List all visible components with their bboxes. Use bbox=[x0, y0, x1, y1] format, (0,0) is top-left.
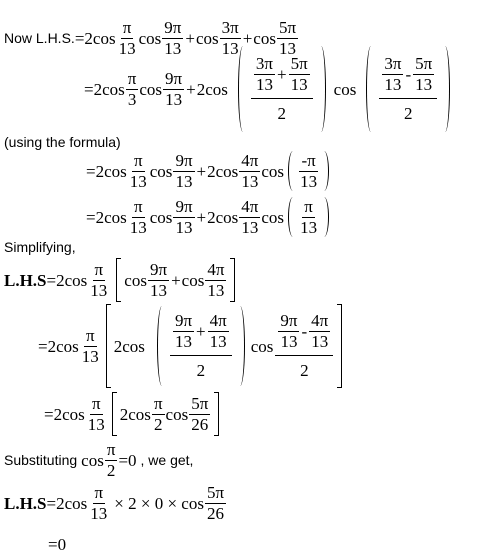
numerator: 9π bbox=[280, 311, 298, 331]
cos-term: 2cos bbox=[84, 28, 116, 48]
numerator: 9π bbox=[174, 311, 193, 331]
cos-term: 2cos bbox=[95, 207, 127, 227]
equals-sign: = bbox=[44, 404, 54, 424]
fraction bbox=[289, 55, 310, 94]
denominator: 13 bbox=[165, 89, 183, 109]
denominator: 2 bbox=[300, 360, 309, 380]
denominator: 2 bbox=[106, 460, 116, 480]
denominator: 13 bbox=[221, 38, 239, 58]
using-formula-text: (using the formula) bbox=[4, 134, 121, 150]
denominator: 13 bbox=[150, 280, 168, 300]
plus-sign: + bbox=[171, 270, 181, 290]
plus-sign: + bbox=[196, 207, 207, 227]
equals-sign: = bbox=[74, 28, 85, 48]
now-lhs-label: Now L.H.S. bbox=[4, 30, 75, 47]
fraction bbox=[309, 312, 330, 351]
denominator: 13 bbox=[209, 332, 227, 352]
left-paren bbox=[238, 46, 245, 132]
fraction bbox=[278, 312, 299, 351]
numerator bbox=[379, 55, 437, 99]
right-paren bbox=[319, 46, 326, 132]
denominator: 13 bbox=[311, 332, 329, 352]
fraction bbox=[298, 198, 319, 237]
numerator: 9π bbox=[175, 150, 193, 170]
fraction bbox=[173, 312, 194, 351]
parenthesis-group bbox=[238, 46, 326, 132]
cos-term: 2cos bbox=[47, 336, 79, 356]
cos-term: 2cos bbox=[207, 207, 239, 227]
cos-term: cos bbox=[149, 161, 173, 181]
plus-sign: + bbox=[196, 161, 207, 181]
fraction bbox=[148, 261, 169, 300]
denominator: 13 bbox=[129, 171, 147, 191]
equals-zero: =0 bbox=[118, 450, 137, 470]
numerator: π bbox=[133, 150, 143, 170]
fraction bbox=[189, 395, 210, 434]
left-paren bbox=[288, 197, 295, 237]
cos-term: cos bbox=[138, 28, 162, 48]
denominator: 13 bbox=[175, 217, 193, 237]
numerator: 9π bbox=[175, 196, 193, 216]
numerator: 3π bbox=[384, 54, 402, 74]
denominator: 13 bbox=[290, 75, 308, 95]
fraction bbox=[298, 152, 319, 191]
substituting-line bbox=[4, 441, 193, 480]
fraction bbox=[152, 395, 165, 434]
numerator: π bbox=[94, 259, 104, 279]
left-paren bbox=[288, 151, 295, 191]
numerator: 3π bbox=[221, 18, 239, 37]
numerator: 4π bbox=[311, 311, 329, 331]
minus-sign: - bbox=[301, 321, 308, 341]
we-get-text: , we get, bbox=[140, 452, 194, 469]
substituting-text: Substituting bbox=[4, 452, 78, 469]
cos-term: cos bbox=[165, 404, 189, 424]
cos-term: cos bbox=[124, 270, 147, 290]
right-paren bbox=[322, 151, 329, 191]
fraction bbox=[251, 55, 313, 123]
denominator: 13 bbox=[164, 38, 182, 58]
denominator: 26 bbox=[207, 503, 225, 523]
denominator: 2 bbox=[153, 414, 163, 434]
cos-term: 2cos bbox=[93, 79, 125, 99]
cos-term: cos bbox=[261, 207, 285, 227]
numerator: 5π bbox=[206, 483, 225, 502]
numerator: π bbox=[304, 196, 313, 216]
equals-sign: = bbox=[46, 493, 57, 513]
numerator bbox=[275, 312, 333, 356]
left-bracket bbox=[112, 392, 117, 436]
fraction bbox=[170, 312, 232, 380]
numerator: 9π bbox=[165, 68, 183, 88]
numerator: π bbox=[122, 18, 132, 37]
bracket-group bbox=[106, 304, 342, 388]
fraction bbox=[239, 198, 260, 237]
parenthesis-group bbox=[157, 306, 245, 386]
fraction bbox=[205, 484, 226, 523]
equals-sign: = bbox=[38, 336, 48, 356]
cos-term: 2cos bbox=[196, 79, 228, 99]
fraction bbox=[126, 70, 139, 109]
cos-term: 2cos bbox=[113, 336, 145, 356]
numerator: π bbox=[91, 393, 101, 413]
numerator: 5π bbox=[415, 54, 433, 74]
cos-term: cos bbox=[81, 450, 104, 470]
line-4 bbox=[86, 197, 329, 237]
simplifying-text: Simplifying, bbox=[4, 239, 76, 255]
product-term: × 2 × 0 × cos bbox=[114, 493, 204, 513]
parenthesis-group bbox=[288, 151, 329, 191]
cos-term: cos bbox=[333, 79, 357, 99]
fraction bbox=[254, 55, 275, 94]
lhs-label: L.H.S bbox=[4, 270, 47, 290]
line-final bbox=[48, 536, 66, 553]
denominator: 13 bbox=[300, 171, 318, 191]
numerator: π bbox=[85, 325, 95, 345]
fraction bbox=[239, 152, 260, 191]
fraction bbox=[80, 327, 101, 366]
equals-sign: = bbox=[84, 79, 94, 99]
fraction bbox=[173, 152, 194, 191]
left-bracket bbox=[116, 258, 121, 302]
denominator: 2 bbox=[404, 103, 413, 123]
denominator: 13 bbox=[175, 171, 193, 191]
denominator: 13 bbox=[241, 171, 259, 191]
denominator: 13 bbox=[90, 280, 108, 300]
line-6 bbox=[38, 304, 342, 388]
numerator: 4π bbox=[241, 150, 259, 170]
cos-term: 2cos bbox=[207, 161, 239, 181]
fraction bbox=[86, 395, 107, 434]
bracket-group bbox=[112, 392, 220, 436]
equals-sign: = bbox=[86, 207, 96, 227]
denominator: 13 bbox=[118, 38, 136, 58]
denominator: 13 bbox=[81, 346, 99, 366]
right-paren bbox=[238, 306, 245, 386]
line-7 bbox=[44, 392, 219, 436]
numerator: π bbox=[133, 196, 143, 216]
fraction bbox=[382, 55, 403, 94]
bracket-group bbox=[116, 258, 235, 302]
left-paren bbox=[157, 306, 164, 386]
right-paren bbox=[322, 197, 329, 237]
cos-term: cos bbox=[181, 270, 205, 290]
denominator: 13 bbox=[255, 75, 273, 95]
numerator: 9π bbox=[149, 259, 168, 279]
using-formula-note bbox=[4, 135, 121, 149]
numerator: 5π bbox=[191, 393, 209, 413]
fraction bbox=[208, 312, 229, 351]
denominator: 3 bbox=[127, 89, 137, 109]
plus-sign: + bbox=[186, 79, 196, 99]
numerator: π bbox=[94, 483, 104, 502]
denominator: 13 bbox=[129, 217, 147, 237]
denominator: 13 bbox=[174, 332, 192, 352]
denominator: 13 bbox=[300, 217, 318, 237]
left-bracket bbox=[106, 304, 111, 388]
equals-sign: = bbox=[86, 161, 96, 181]
numerator: 5π bbox=[278, 18, 297, 37]
numerator: π bbox=[153, 393, 163, 413]
denominator: 13 bbox=[280, 332, 298, 352]
parenthesis-group bbox=[366, 46, 450, 132]
cos-term: 2cos bbox=[95, 161, 127, 181]
fraction bbox=[173, 198, 194, 237]
left-paren bbox=[366, 46, 373, 132]
denominator: 13 bbox=[207, 280, 225, 300]
line-8 bbox=[4, 484, 227, 523]
fraction bbox=[128, 198, 149, 237]
numerator bbox=[170, 312, 232, 356]
fraction bbox=[413, 55, 434, 94]
numerator: 4π bbox=[241, 196, 259, 216]
right-bracket bbox=[337, 304, 342, 388]
minus-sign: - bbox=[405, 64, 412, 84]
simplifying-note bbox=[4, 240, 76, 254]
denominator: 13 bbox=[384, 75, 402, 95]
bracket-content bbox=[114, 303, 334, 389]
cos-term: 2cos bbox=[119, 404, 151, 424]
right-paren bbox=[443, 46, 450, 132]
plus-sign: + bbox=[185, 28, 195, 48]
line-2 bbox=[84, 46, 450, 132]
denominator: 13 bbox=[90, 503, 108, 523]
denominator: 13 bbox=[415, 75, 433, 95]
parenthesis-group bbox=[288, 197, 329, 237]
denominator: 2 bbox=[277, 103, 287, 123]
cos-term: cos bbox=[250, 336, 274, 356]
fraction bbox=[205, 261, 226, 300]
numerator: π bbox=[127, 68, 137, 88]
denominator: 13 bbox=[279, 38, 297, 58]
bracket-content bbox=[120, 392, 212, 437]
denominator: 26 bbox=[191, 414, 209, 434]
cos-term: cos bbox=[149, 207, 173, 227]
numerator: -π bbox=[301, 150, 316, 170]
numerator: 4π bbox=[207, 259, 225, 279]
fraction bbox=[275, 312, 333, 380]
cos-term: cos bbox=[261, 161, 285, 181]
denominator: 13 bbox=[241, 217, 259, 237]
numerator: 4π bbox=[209, 311, 227, 331]
bracket-content bbox=[124, 258, 227, 303]
right-bracket bbox=[214, 392, 219, 436]
numerator: 9π bbox=[164, 18, 182, 37]
cos-term: cos bbox=[139, 79, 163, 99]
fraction bbox=[379, 55, 437, 123]
cos-term: 2cos bbox=[53, 404, 85, 424]
cos-term: cos bbox=[195, 28, 219, 48]
equals-sign: = bbox=[46, 270, 57, 290]
plus-sign: + bbox=[242, 28, 253, 48]
fraction bbox=[88, 484, 109, 523]
fraction bbox=[163, 70, 184, 109]
plus-sign: + bbox=[276, 64, 287, 84]
denominator: 2 bbox=[196, 360, 206, 380]
cos-term: cos bbox=[253, 28, 276, 48]
lhs-label: L.H.S bbox=[4, 493, 47, 513]
numerator: π bbox=[106, 440, 116, 459]
fraction bbox=[105, 441, 118, 480]
cos-term: 2cos bbox=[56, 270, 88, 290]
final-result: =0 bbox=[48, 535, 67, 554]
line-3 bbox=[86, 151, 329, 191]
plus-sign: + bbox=[196, 321, 206, 341]
line-5 bbox=[4, 258, 235, 302]
fraction bbox=[128, 152, 149, 191]
denominator: 13 bbox=[87, 414, 105, 434]
numerator bbox=[251, 55, 313, 99]
cos-term: 2cos bbox=[56, 493, 88, 513]
fraction bbox=[88, 261, 109, 300]
right-bracket bbox=[230, 258, 235, 302]
numerator: 5π bbox=[290, 54, 308, 74]
numerator: 3π bbox=[255, 54, 273, 74]
